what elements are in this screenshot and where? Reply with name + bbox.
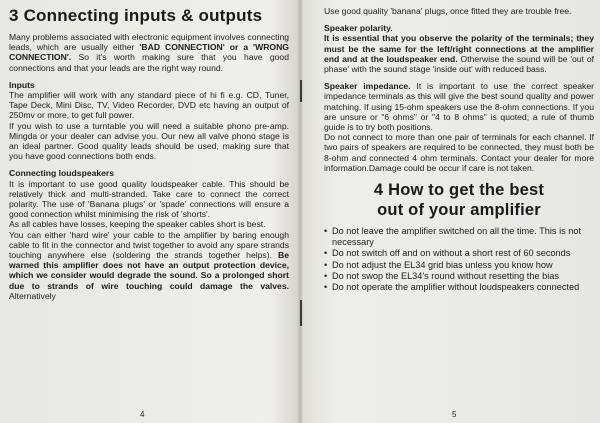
impedance-heading: Speaker impedance. [324, 81, 411, 92]
intro-paragraph: Many problems associated with electronic equipment involves connecting leads, which are usually either 'BAD CONNECTION' or a 'WRONG CONNECTION'. So it's worth making sure that you have good connections and that your leads are the right way round. [9, 32, 289, 73]
inputs-paragraph-2: If you wish to use a turntable you will need a suitable phono pre-amp. Mingda or your dealer can advise you. Our new all valve phono stage is an ideal partner. Good quality leads should be used, making sure that you have good connections both ends. [9, 120, 289, 162]
loudspeakers-heading: Connecting loudspeakers [9, 168, 115, 179]
section-title-connecting: 3 Connecting inputs & outputs [9, 6, 263, 25]
list-item: • Do not leave the amplifier switched on all the time. This is not necessary [324, 226, 582, 248]
inputs-paragraph-1: The amplifier will work with any standard piece of hi fi e.g. CD, Tuner, Tape Deck, Mini Disc, TV, Video Recorder, DVD etc having an output of 250mv or more, to get full power. [9, 90, 289, 121]
list-item: • Do not swop the EL34's round without resetting the bias [324, 270, 559, 281]
left-page-column [9, 6, 289, 301]
left-page [0, 0, 298, 423]
continued-paragraph: Use good quality 'banana' plugs, once fitted they are trouble free. [324, 6, 572, 16]
bullet-icon: • [324, 282, 328, 293]
short-circuit-warning: Be warned this amplifier does not have an output protection device, which we consider would degrade the sound. So a prolonged short due to strands of wire touching could damage the valves. [9, 250, 289, 291]
loudspeakers-paragraph-3: You can either 'hard wire' your cable to the amplifier by baring enough cable to fit in the connector and twist together to avoid any spare strands touching anywhere else (soldering the strands together helps). Be warned this amplifier does not have an output protection device, which we consider would degrade the sound. So a prolonged short due to strands of wire touching could damage the valves. Alternatively [9, 229, 289, 301]
loudspeakers-paragraph-1: It is important to use good quality loudspeaker cable. This should be relatively thick and multi-stranded. Take care to connect the correct polarity. The use of 'Banana plugs' or 'spade' connections will ensure a good connection whilst minimising the risk of 'shorts'. [9, 178, 289, 220]
list-item: • Do not operate the amplifier without loudspeakers connected [324, 282, 580, 293]
bullet-icon: • [324, 259, 328, 270]
right-page [302, 0, 600, 423]
polarity-heading: Speaker polarity. [324, 23, 393, 34]
polarity-paragraph: It is essential that you observe the polarity of the terminals; they must be the same for the left/right connections at the amplifier end and at the loudspeaker end. Otherwise the sound will be 'out of phase' with the sound stage 'inside out' with reduced bass. [324, 33, 594, 75]
impedance-paragraph-2: Do not connect to more than one pair of terminals for each channel. If two pairs of speakers are required to be connected, they must both be 8-ohm and connected 4 ohm terminals. Contact your dealer for more information.Damage could be occur if care is not taken. [324, 132, 594, 173]
loudspeakers-paragraph-2: As all cables have losses, keeping the speaker cables short is best. [9, 219, 266, 230]
bullet-icon: • [324, 248, 328, 259]
list-item: • Do not switch off and on without a short rest of 60 seconds [324, 248, 571, 259]
page-number-left: 4 [140, 410, 145, 419]
right-page-column [324, 6, 594, 293]
bullet-icon: • [324, 226, 328, 237]
impedance-paragraph-1: Speaker impedance. It is important to use the correct speaker impedance terminals as this will give the best sound quality and power matching. If using 15-ohm speakers use the 8-ohm connections. If you are unsure or "6 ohms" or "4 to 8 ohms" is quoted; a rule of thumb guide is to try both positions. [324, 81, 594, 133]
inputs-heading: Inputs [9, 79, 35, 90]
intro-warning: 'BAD CONNECTION' or a 'WRONG CONNECTION'. [9, 42, 289, 63]
bullet-icon: • [324, 270, 328, 281]
tips-list [324, 226, 594, 293]
list-item: • Do not adjust the EL34 grid bias unless you know how [324, 259, 553, 270]
section-title-best: 4 How to get the best out of your amplifier [373, 181, 545, 220]
polarity-warning: It is essential that you observe the polarity of the terminals; they must be the same for the left/right connections at the amplifier end and at the loudspeaker end. [324, 33, 594, 64]
page-number-right: 5 [452, 410, 457, 419]
